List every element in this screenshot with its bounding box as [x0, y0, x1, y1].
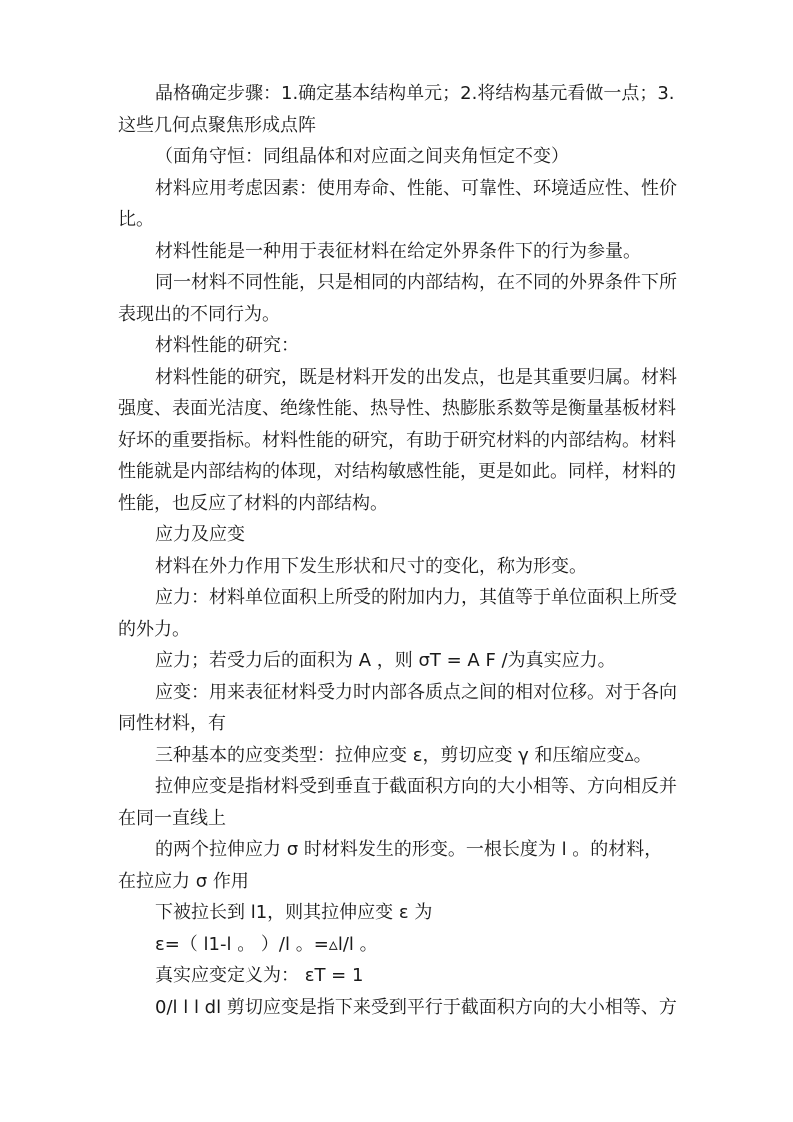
paragraph-true-strain: 真实应变定义为： εT = 1: [155, 965, 364, 986]
paragraph-elongation: 下被拉长到 l1，则其拉伸应变 ε 为: [155, 902, 433, 923]
paragraph-lattice-steps: 晶格确定步骤：1.确定基本结构单元；2.将结构基元看做一点；3.这些几何点聚焦形成点阵: [118, 83, 675, 136]
paragraph-true-stress: 应力；若受力后的面积为 A ，则 σT = A F /为真实应力。: [155, 650, 616, 671]
paragraph-tensile-stress: 的两个拉伸应力 σ 时材料发生的形变。一根长度为 l 。的材料，在拉应力 σ 作用: [118, 839, 663, 892]
paragraph-deformation: 材料在外力作用下发生形状和尺寸的变化，称为形变。: [155, 555, 587, 577]
paragraph-application-factors: 材料应用考虑因素：使用寿命、性能、可靠性、环境适应性、性价比。: [118, 177, 677, 230]
paragraph-tensile-strain: 拉伸应变是指材料受到垂直于截面积方向的大小相等、方向相反并在同一直线上: [118, 776, 677, 829]
paragraph-strain-definition: 应变：用来表征材料受力时内部各质点之间的相对位移。对于各向同性材料，有: [118, 681, 677, 734]
paragraph-face-angle: （面角守恒：同组晶体和对应面之间夹角恒定不变）: [155, 146, 569, 167]
paragraph-strain-types: 三种基本的应变类型：拉伸应变 ε，剪切应变 γ 和压缩应变▵。: [155, 744, 652, 766]
section-heading-stress-strain: 应力及应变: [155, 524, 245, 545]
paragraph-research-heading: 材料性能的研究：: [155, 335, 299, 356]
paragraph-stress-definition: 应力：材料单位面积上所受的附加内力，其值等于单位面积上所受的外力。: [118, 587, 677, 640]
paragraph-shear-strain: 0/l l l dl 剪切应变是指下来受到平行于截面积方向的大小相等、方: [155, 996, 677, 1018]
paragraph-research-body: 材料性能的研究，既是材料开发的出发点，也是其重要归属。材料强度、表面光洁度、绝缘性能、热导性、热膨胀系数等是衡量基板材料好坏的重要指标。材料性能的研究，有助于研究材料的内部结构。材料性能就是内部结构的体现，对结构敏感性能，更是如此。同样，材料的性能，也反应了材料的内部结构。: [118, 366, 677, 514]
paragraph-performance-definition: 材料性能是一种用于表征材料在给定外界条件下的行为参量。: [155, 240, 641, 262]
document-page: [118, 78, 678, 1023]
formula-tensile-strain: ε=（ l1-l 。 ）/l 。=▵l/l 。: [155, 933, 378, 955]
paragraph-same-material: 同一材料不同性能，只是相同的内部结构，在不同的外界条件下所表现出的不同行为。: [118, 272, 677, 325]
